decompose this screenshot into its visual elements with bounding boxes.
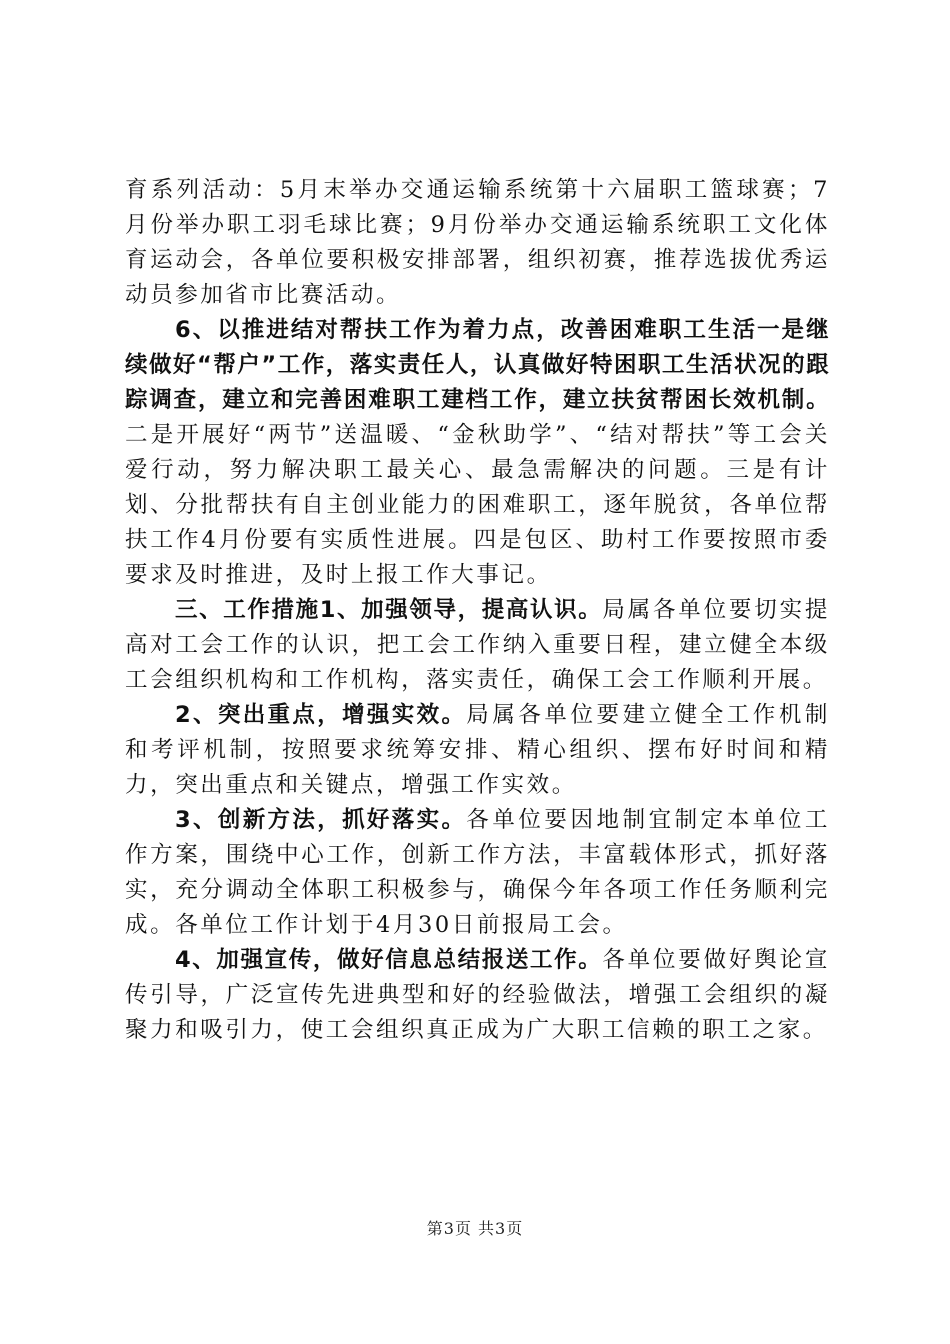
paragraph-text: 各单位要因地制宜制定本单位工作方案，围绕中心工作，创新工作方法，丰富载体形式，抓好落实，充分调动全体职工积极参与，确保今年各项工作任务顺利完成。各单位工作计划于4月30日前报局工会。 (125, 807, 830, 938)
paragraph-heading: 三、工作措施1、加强领导，提高认识。 (175, 597, 603, 623)
paragraph-text: 育系列活动：5月末举办交通运输系统第十六届职工篮球赛；7月份举办职工羽毛球比赛；9月份举办交通运输系统职工文化体育运动会，各单位要积极安排部署，组织初赛，推荐选拔优秀运动员参加省市比赛活动。 (125, 177, 830, 308)
paragraph-heading: 6、以推进结对帮扶工作为着力点，改善困难职工生活一是继续做好“帮户”工作，落实责任人，认真做好特困职工生活状况的跟踪调查，建立和完善困难职工建档工作，建立扶贫帮困长效机制。 (125, 317, 830, 413)
page-number-footer: 第3页 共3页 (426, 1219, 524, 1238)
paragraph-text: 各单位要做好舆论宣传引导，广泛宣传先进典型和好的经验做法，增强工会组织的凝聚力和吸引力，使工会组织真正成为广大职工信赖的职工之家。 (125, 947, 830, 1043)
paragraph-text: 局属各单位要切实提高对工会工作的认识，把工会工作纳入重要日程，建立健全本级工会组织机构和工作机构，落实责任，确保工会工作顺利开展。 (125, 597, 830, 693)
paragraph-measures-focus (125, 698, 830, 803)
paragraph-text: 局属各单位要建立健全工作机制和考评机制，按照要求统筹安排、精心组织、摆布好时间和精力，突出重点和关键点，增强工作实效。 (125, 702, 830, 798)
paragraph-measures-innovation (125, 803, 830, 943)
paragraph-heading: 4、加强宣传，做好信息总结报送工作。 (175, 947, 603, 973)
paragraph-assistance (125, 313, 830, 593)
paragraph-measures-publicity (125, 943, 830, 1048)
paragraph-heading: 3、创新方法，抓好落实。 (175, 807, 467, 833)
document-body (125, 173, 830, 1048)
paragraph-measures-leadership (125, 593, 830, 698)
paragraph-text: 二是开展好“两节”送温暖、“金秋助学”、“结对帮扶”等工会关爱行动，努力解决职工最关心、最急需解决的问题。三是有计划、分批帮扶有自主创业能力的困难职工，逐年脱贫，各单位帮扶工作4月份要有实质性进展。四是包区、助村工作要按照市委要求及时推进，及时上报工作大事记。 (125, 422, 830, 588)
paragraph-sports-activities (125, 173, 830, 313)
paragraph-heading: 2、突出重点，增强实效。 (175, 702, 467, 728)
